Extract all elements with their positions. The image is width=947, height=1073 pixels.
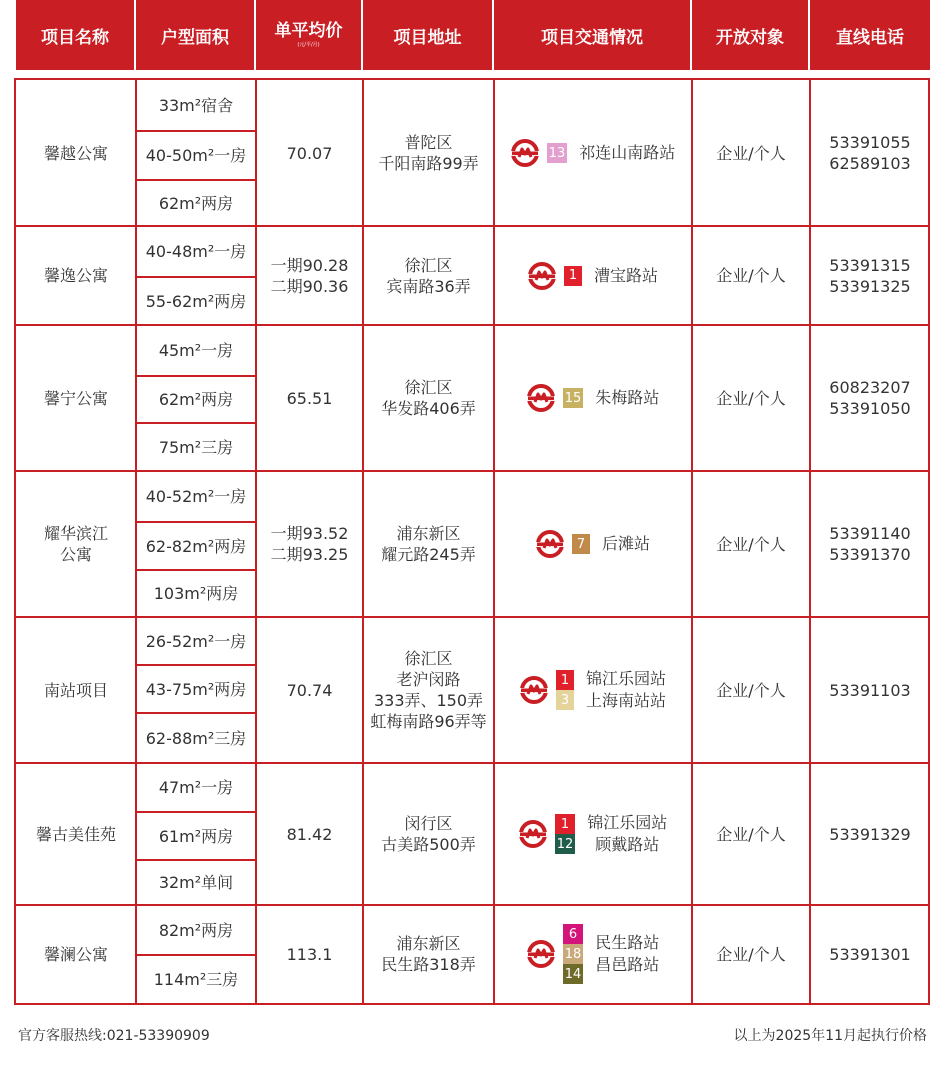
unit-type: 40-52m²一房 <box>145 487 247 506</box>
metro-info <box>527 384 660 412</box>
project-name <box>16 905 136 1003</box>
phone-number: 53391325 <box>829 276 911 296</box>
shanghai-metro-logo-icon <box>519 820 547 848</box>
header-phone: 直线电话 <box>810 0 930 70</box>
metro-line-badge: 6 <box>563 924 584 944</box>
project-name <box>16 617 136 763</box>
unit-type: 43-75m²两房 <box>145 679 247 699</box>
avg-price-line: 65.51 <box>286 388 333 408</box>
audience: 企业/个人 <box>716 534 786 554</box>
metro-lines <box>563 388 584 408</box>
metro-station: 朱梅路站 <box>595 388 660 407</box>
address-line: 耀元路245弄 <box>381 545 476 564</box>
project-name-line: 馨澜公寓 <box>43 944 108 964</box>
metro-info <box>511 139 676 167</box>
unit-type: 62m²两房 <box>158 390 234 409</box>
audience: 企业/个人 <box>716 680 786 700</box>
metro-line-badge: 7 <box>572 534 590 554</box>
address-line: 虹梅南路96弄等 <box>370 712 487 731</box>
metro-info <box>520 668 666 712</box>
avg-price-line: 81.42 <box>286 824 333 844</box>
metro-lines <box>563 924 584 984</box>
audience: 企业/个人 <box>716 266 786 285</box>
project-address <box>363 617 494 763</box>
address-line: 民生路318弄 <box>381 955 476 974</box>
avg-price <box>256 80 363 226</box>
address-line: 普陀区 <box>404 133 453 152</box>
header-transport: 项目交通情况 <box>494 0 690 70</box>
project-name-line: 馨越公寓 <box>43 143 108 163</box>
audience: 企业/个人 <box>716 824 786 844</box>
address-line: 华发路406弄 <box>381 399 476 418</box>
project-name-line: 馨古美佳苑 <box>35 824 116 844</box>
address-line: 古美路500弄 <box>381 835 476 854</box>
shanghai-metro-logo-icon <box>527 384 555 412</box>
metro-line-badge: 12 <box>555 834 576 854</box>
phone-number: 62589103 <box>829 154 911 173</box>
avg-price <box>256 905 363 1003</box>
project-name-line: 耀华滨江 <box>43 524 108 543</box>
transport-cell <box>494 226 692 325</box>
metro-lines <box>564 266 582 286</box>
header-avg-price: 单平均价 (元/平/月) <box>256 0 361 70</box>
project-address <box>363 471 494 617</box>
project-address <box>363 80 494 226</box>
footer-price-note: 以上为2025年11月起执行价格 <box>733 1028 927 1044</box>
shanghai-metro-logo-icon <box>511 139 539 167</box>
address-line: 浦东新区 <box>396 934 461 953</box>
project-address <box>363 226 494 325</box>
unit-type: 26-52m²一房 <box>145 631 247 651</box>
metro-stations <box>586 668 666 712</box>
unit-type: 55-62m²两房 <box>145 291 247 311</box>
unit-type: 33m²宿舍 <box>158 96 234 115</box>
project-address <box>363 325 494 471</box>
avg-price <box>256 617 363 763</box>
phone-number: 53391103 <box>829 680 911 700</box>
unit-type: 32m²单间 <box>158 873 234 892</box>
metro-line-badge: 18 <box>563 944 584 964</box>
metro-stations <box>602 533 650 555</box>
metro-stations <box>594 265 658 287</box>
avg-price-line: 一期90.28 <box>270 255 349 275</box>
metro-station: 上海南站站 <box>585 691 666 710</box>
avg-price-line: 113.1 <box>286 944 333 964</box>
unit-type: 40-50m²一房 <box>145 146 247 165</box>
avg-price-line: 70.07 <box>286 143 333 163</box>
metro-info <box>527 924 660 984</box>
phone-numbers <box>810 325 930 471</box>
project-name-line: 公寓 <box>59 545 92 564</box>
avg-price <box>256 226 363 325</box>
metro-line-badge: 13 <box>547 143 568 163</box>
phone-number: 53391140 <box>829 524 911 543</box>
address-line: 徐汇区 <box>404 649 453 668</box>
project-address <box>363 905 494 1003</box>
avg-price <box>256 325 363 471</box>
project-name-line: 馨逸公寓 <box>43 266 108 285</box>
avg-price-line: 二期90.36 <box>270 276 349 296</box>
header-audience: 开放对象 <box>692 0 808 70</box>
project-name <box>16 226 136 325</box>
avg-price <box>256 763 363 905</box>
header-unit-area: 户型面积 <box>136 0 254 70</box>
shanghai-metro-logo-icon <box>536 530 564 558</box>
phone-numbers <box>810 763 930 905</box>
phone-number: 53391050 <box>829 399 911 418</box>
address-line: 千阳南路99弄 <box>378 154 479 173</box>
avg-price-line: 二期93.25 <box>270 545 349 564</box>
transport-cell <box>494 80 692 226</box>
metro-line-badge: 1 <box>564 266 582 286</box>
avg-price <box>256 471 363 617</box>
metro-station: 后滩站 <box>601 534 650 553</box>
address-line: 徐汇区 <box>404 378 453 397</box>
unit-type: 75m²三房 <box>158 437 234 457</box>
metro-lines <box>555 814 576 854</box>
unit-type: 103m²两房 <box>153 584 239 603</box>
header-project-name: 项目名称 <box>16 0 134 70</box>
unit-type: 61m²两房 <box>158 826 234 846</box>
metro-line-badge: 1 <box>556 670 574 690</box>
metro-station: 祁连山南路站 <box>579 143 676 162</box>
metro-info <box>528 262 658 290</box>
transport-cell <box>494 905 692 1003</box>
phone-numbers <box>810 471 930 617</box>
phone-number: 60823207 <box>829 378 911 397</box>
phone-number: 53391301 <box>829 944 911 964</box>
project-name <box>16 325 136 471</box>
unit-type: 82m²两房 <box>158 920 234 940</box>
unit-type: 47m²一房 <box>158 778 234 797</box>
metro-station: 民生路站 <box>595 933 660 952</box>
avg-price-line: 一期93.52 <box>270 524 349 543</box>
transport-cell <box>494 471 692 617</box>
unit-type: 40-48m²一房 <box>145 242 247 261</box>
unit-type: 62m²两房 <box>158 193 234 213</box>
project-name <box>16 80 136 226</box>
phone-number: 53391329 <box>829 824 911 844</box>
phone-number: 53391315 <box>829 255 911 275</box>
project-name-line: 馨宁公寓 <box>43 388 108 408</box>
transport-cell <box>494 325 692 471</box>
unit-type: 114m²三房 <box>153 969 239 989</box>
phone-numbers <box>810 226 930 325</box>
metro-station: 锦江乐园站 <box>585 669 666 688</box>
phone-number: 53391055 <box>829 133 911 152</box>
footer-hotline: 官方客服热线:021-53390909 <box>18 1028 210 1044</box>
phone-number: 53391370 <box>829 545 911 564</box>
avg-price-line: 70.74 <box>286 680 333 700</box>
project-name <box>16 471 136 617</box>
address-line: 徐汇区 <box>404 255 453 275</box>
metro-lines <box>572 534 590 554</box>
address-line: 闵行区 <box>404 814 453 833</box>
address-line: 老沪闵路 <box>396 670 461 689</box>
address-line: 浦东新区 <box>396 524 461 543</box>
unit-type: 45m²一房 <box>158 341 234 360</box>
metro-station: 昌邑路站 <box>595 955 660 974</box>
metro-line-badge: 1 <box>555 814 576 834</box>
metro-stations <box>587 812 667 856</box>
unit-type: 62-88m²三房 <box>145 728 247 748</box>
phone-numbers <box>810 617 930 763</box>
metro-lines <box>547 143 568 163</box>
shanghai-metro-logo-icon <box>528 262 556 290</box>
transport-cell <box>494 617 692 763</box>
project-address <box>363 763 494 905</box>
phone-numbers <box>810 905 930 1003</box>
metro-line-badge: 3 <box>556 690 574 710</box>
shanghai-metro-logo-icon <box>520 676 548 704</box>
metro-station: 漕宝路站 <box>593 265 658 285</box>
metro-info <box>536 530 650 558</box>
header-price-unit: (元/平/月) <box>297 41 320 48</box>
shanghai-metro-logo-icon <box>527 940 555 968</box>
address-line: 宾南路36弄 <box>386 276 471 296</box>
metro-line-badge: 15 <box>563 388 584 408</box>
transport-cell <box>494 763 692 905</box>
metro-stations <box>595 387 659 409</box>
metro-line-badge: 14 <box>563 964 584 984</box>
metro-station: 锦江乐园站 <box>587 813 668 832</box>
metro-lines <box>556 670 574 710</box>
project-name-line: 南站项目 <box>43 680 108 700</box>
audience: 企业/个人 <box>716 944 786 964</box>
phone-numbers <box>810 80 930 226</box>
address-line: 333弄、150弄 <box>373 691 484 710</box>
metro-station: 顾戴路站 <box>595 835 660 854</box>
metro-stations <box>595 932 659 976</box>
metro-stations <box>579 142 675 164</box>
audience: 企业/个人 <box>716 143 786 163</box>
project-name <box>16 763 136 905</box>
audience: 企业/个人 <box>716 388 786 408</box>
header-address: 项目地址 <box>363 0 492 70</box>
metro-info <box>519 812 668 856</box>
unit-type: 62-82m²两房 <box>145 536 247 556</box>
